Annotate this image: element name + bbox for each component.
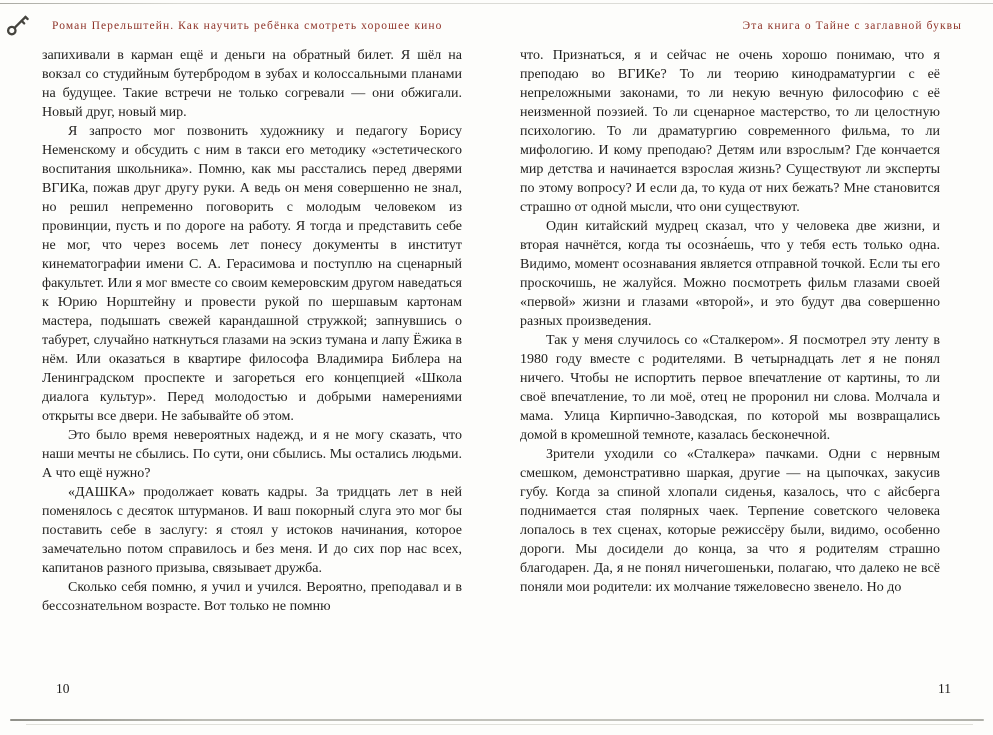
paragraph: Зрители уходили со «Сталкера» пачками. Одни с нервным смешком, демонстративно шаркая, другие — на цыпочках, закусив губу. Когда за спиной хлопали сиденья, казалось, что с айсберга поднимается стая полярных чаек. Терпение советского человека лопалось в тех сценах, которые режиссёру были, видимо, особенно дороги. Мы досидели до конца, за что я родителям страшно благодарен. Да, я не понял ничегошеньки, полагаю, что далеко не всё поняли мои родители: их молчание тяжеловесно звенело. Но до bbox=[520, 447, 940, 595]
left-page-number: 10 bbox=[56, 681, 70, 696]
running-header-left: Роман Перельштейн. Как научить ребёнка смотреть хорошее кино bbox=[52, 20, 443, 32]
paragraph: Это было время невероятных надежд, и я не могу сказать, что наши мечты не сбылись. По сути, они сбылись. Мы остались людьми. А что ещё нужно? bbox=[42, 428, 462, 481]
paragraph: Один китайский мудрец сказал, что у человека две жизни, и вторая начнётся, когда ты осозна́ешь, что у тебя есть только одна. Видимо, момент осознавания является отправной точкой. Если ты его проскочишь, не жалуйся. Можно посмотреть фильм глазами своей «первой» жизни и глазами «второй», и это будут два совершенно разных произведения. bbox=[520, 219, 940, 329]
left-page bbox=[42, 46, 462, 616]
running-header bbox=[0, 16, 993, 40]
right-page bbox=[520, 46, 940, 616]
paragraph: запихивали в карман ещё и деньги на обратный билет. Я шёл на вокзал со студийным бутербродом в зубах и колоссальными планами на будущее. Такие встречи не только согревали — они обжигали. Новый друг, новый мир. bbox=[42, 48, 462, 120]
right-page-number: 11 bbox=[938, 681, 951, 696]
right-page-text bbox=[520, 46, 940, 597]
paragraph: что. Признаться, я и сейчас не очень хорошо понимаю, что я преподаю во ВГИКе? То ли теорию кинодраматургии с её непреложными законами, то ли некую вечную философию с её неизменной поэзией. То ли сценарное мастерство, то ли целостную психологию. То ли драматургию современного фильма, то ли мифологию. И кому преподаю? Детям или взрослым? Где кончается мир детства и начинается взрослая жизнь? Существуют ли эксперты по этому вопросу? И если да, то куда от них бежать? Мне становится страшно от одной мысли, что они существуют. bbox=[520, 48, 940, 215]
paragraph: Я запросто мог позвонить художнику и педагогу Борису Неменскому и обсудить с ним в такси его методику «эстетического воспитания школьника». Помню, как мы расстались перед дверями ВГИКа, пожав друг другу руки. А ведь он меня совершенно не знал, но решил непременно поговорить с молодым человеком из провинции, пусть и по дороге на работу. Я тогда и представить себе не мог, что через восемь лет понесу документы в институт кинематографии имени С. А. Герасимова и поступлю на сценарный факультет. Или я мог вместе со своим кемеровским другом наведаться к Юрию Норштейну и провести рукой по шершавым картонам мастера, подышать свежей карандашной стружкой; запнувшись о табурет, случайно наткнуться глазами на эскиз тумана и лапу Ёжика в нём. Или оказаться в квартире философа Владимира Библера на Ленинградском проспекте и загореться его концепцией «Школа диалога культур». Перед молодостью и добрыми намерениями открыты все двери. Не забывайте об этом. bbox=[42, 124, 462, 424]
key-ornament-icon bbox=[5, 12, 31, 38]
left-page-text bbox=[42, 46, 462, 616]
paragraph: Сколько себя помню, я учил и учился. Вероятно, преподавал и в бессознательном возрасте. Вот только не помню bbox=[42, 580, 462, 614]
running-header-right: Эта книга о Тайне с заглавной буквы bbox=[742, 20, 962, 32]
book-pages bbox=[42, 46, 940, 616]
page-edge-top bbox=[0, 3, 993, 4]
paragraph: «ДАШКА» продолжает ковать кадры. За тридцать лет в ней поменялось с десяток штурманов. И ваш покорный слуга это мог бы поставить себе в заслугу: я стоял у истоков начинания, которое замечательно потом справилось и без меня. И до сих пор нас всех, капитанов разного призыва, связывает дружба. bbox=[42, 485, 462, 576]
page-edge-bottom-shadow bbox=[26, 724, 973, 725]
paragraph: Так у меня случилось со «Сталкером». Я посмотрел эту ленту в 1980 году вместе с родителями. В четырнадцать лет я не понял ничего. Чтобы не испортить первое впечатление от картины, то ли своё впечатление, то ли моё, отец не проронил ни слова. Молчала и мама. Улица Кирпично-Заводская, по которой мы возвращались домой в кромешной темноте, казалась бесконечной. bbox=[520, 333, 940, 443]
page-edge-bottom bbox=[10, 719, 984, 721]
